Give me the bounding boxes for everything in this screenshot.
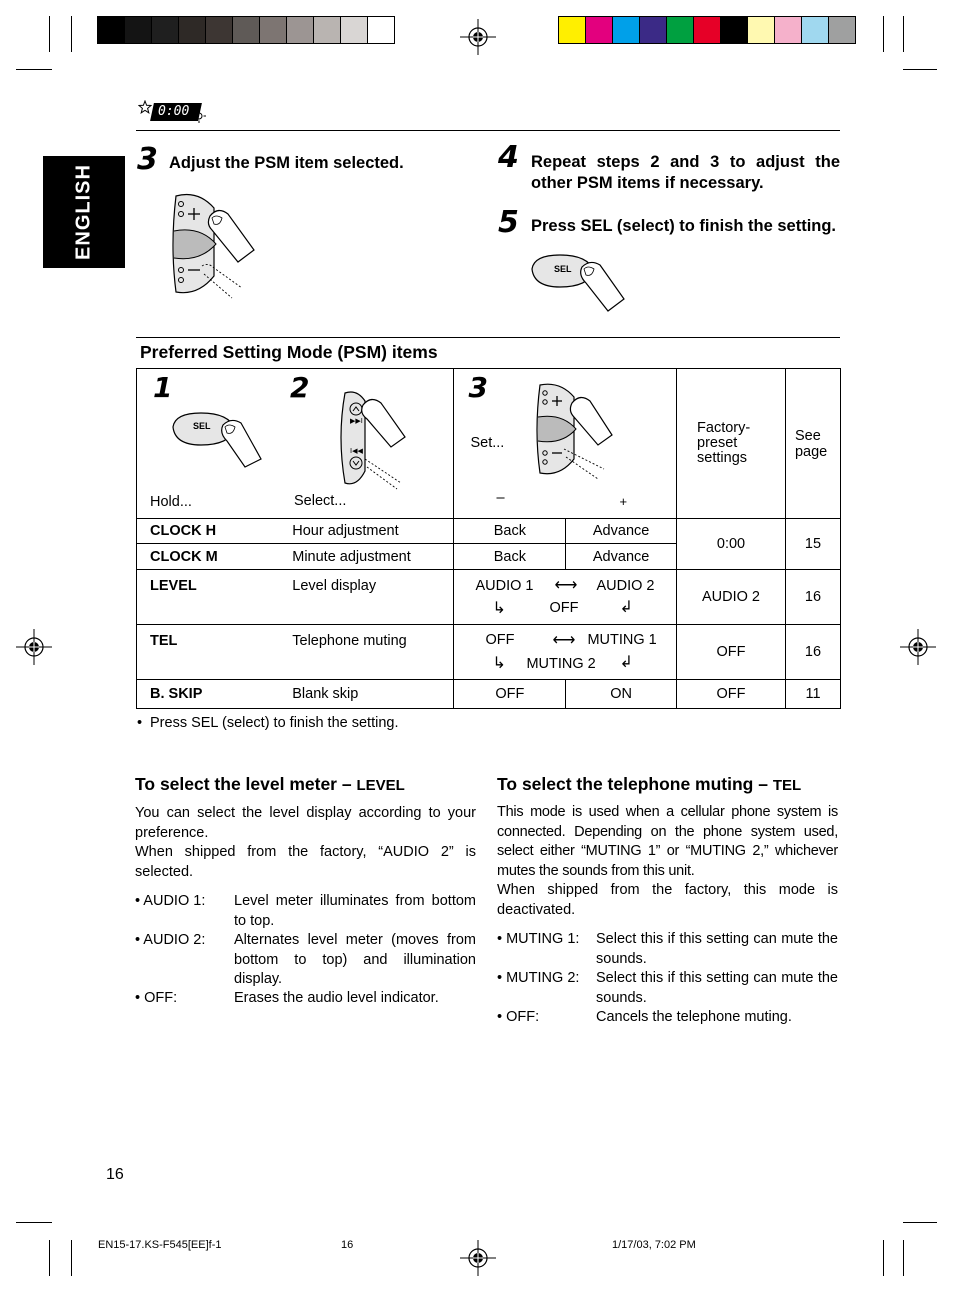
tel-page: 16 xyxy=(785,625,840,680)
language-tab: ENGLISH xyxy=(43,156,125,268)
registration-mark-right xyxy=(900,629,936,665)
color-swatch xyxy=(125,17,152,43)
table-row xyxy=(137,570,841,625)
registration-mark-top xyxy=(460,19,496,55)
table-row xyxy=(137,680,841,709)
level-option-2: AUDIO 2 xyxy=(596,578,655,594)
clock-factory: 0:00 xyxy=(677,519,786,570)
set-plus-minus-illustration xyxy=(534,377,614,481)
tel-item-key: • MUTING 1: xyxy=(497,931,580,947)
tel-option-3: MUTING 2 xyxy=(526,656,596,672)
item-level-desc: Level display xyxy=(292,578,377,594)
item-bskip: B. SKIP xyxy=(150,686,203,702)
return-arrow-right-icon: ↲ xyxy=(619,599,633,616)
item-clock-h-desc: Hour adjustment xyxy=(292,523,399,539)
color-swatch xyxy=(802,17,829,43)
tel-item-text: Select this if this setting can mute the sounds. xyxy=(596,931,838,967)
color-swatch xyxy=(152,17,179,43)
color-swatch xyxy=(179,17,206,43)
footer-date: 1/17/03, 7:02 PM xyxy=(612,1239,696,1251)
tel-option-1: OFF xyxy=(485,632,515,648)
level-item-text: Level meter illuminates from bottom to top. xyxy=(234,893,476,929)
level-item-key: • AUDIO 2: xyxy=(135,932,206,948)
level-item-text: Alternates level meter (moves from bottom to top) and illumination display. xyxy=(234,932,476,987)
item-tel: TEL xyxy=(150,633,178,649)
footer-file-name: EN15-17.KS-F545[EE]f-1 xyxy=(98,1239,222,1251)
color-swatch xyxy=(233,17,260,43)
header-rule xyxy=(136,130,840,131)
item-clock-m-desc: Minute adjustment xyxy=(292,548,411,565)
psm-header-row xyxy=(137,369,841,519)
svg-text:▶▶I: ▶▶I xyxy=(350,417,363,425)
level-item-key: • OFF: xyxy=(135,990,178,1006)
color-swatch xyxy=(287,17,314,43)
tel-section-title: To select the telephone muting – TEL xyxy=(497,774,802,794)
level-factory: AUDIO 2 xyxy=(677,570,786,625)
bskip-plus: ON xyxy=(566,680,677,709)
sel-label: SEL xyxy=(554,264,572,274)
minus-label: – xyxy=(496,490,505,506)
registration-mark-bottom xyxy=(460,1240,496,1276)
color-swatch xyxy=(667,17,694,43)
tel-item-key: • MUTING 2: xyxy=(497,970,580,986)
step-5-text: Press SEL (select) to finish the setting. xyxy=(531,217,837,235)
plus-minus-button-press-illustration xyxy=(168,186,258,302)
psm-note: Press SEL (select) to finish the setting. xyxy=(150,715,399,731)
see-page-header: See page xyxy=(794,427,828,460)
table-row xyxy=(137,519,841,544)
color-swatch xyxy=(829,17,855,43)
level-option-1: AUDIO 1 xyxy=(475,578,534,594)
color-swatch xyxy=(694,17,721,43)
sel-button-press-illustration xyxy=(530,247,626,313)
bskip-factory: OFF xyxy=(677,680,786,709)
tel-factory: OFF xyxy=(677,625,786,680)
cycle-arrow-icon: ⟷ xyxy=(554,577,578,594)
color-swatch xyxy=(206,17,233,43)
color-swatch xyxy=(260,17,287,43)
cycle-arrow-icon: ⟷ xyxy=(552,632,576,649)
level-item-key: • AUDIO 1: xyxy=(135,893,206,909)
step-5-number: 5 xyxy=(498,205,519,240)
clock-h-plus: Advance xyxy=(566,519,677,544)
clock-mode-icon xyxy=(138,100,208,124)
item-bskip-desc: Blank skip xyxy=(292,686,359,702)
factory-preset-header: Factory-preset settings xyxy=(697,420,751,466)
set-label: Set... xyxy=(470,435,505,451)
page-number: 16 xyxy=(106,1166,124,1183)
psm-note-bullet: • xyxy=(137,715,143,731)
registration-mark-left xyxy=(16,629,52,665)
color-swatch xyxy=(98,17,125,43)
tel-para-2: When shipped from the factory, this mode is deactivated. xyxy=(497,882,838,918)
clock-m-plus: Advance xyxy=(566,544,677,570)
psm-title: Preferred Setting Mode (PSM) items xyxy=(140,342,438,362)
clock-page: 15 xyxy=(785,519,840,570)
item-clock-h: CLOCK H xyxy=(150,523,217,539)
step-1-number: 1 xyxy=(153,371,173,404)
level-section-title: To select the level meter – LEVEL xyxy=(135,774,405,794)
clock-h-minus: Back xyxy=(454,519,566,544)
select-label: Select... xyxy=(294,493,347,509)
item-tel-desc: Telephone muting xyxy=(292,633,407,649)
bskip-page: 11 xyxy=(785,680,840,709)
color-swatch xyxy=(640,17,667,43)
return-arrow-left-icon: ↳ xyxy=(492,655,506,672)
color-swatch xyxy=(559,17,586,43)
level-item-text: Erases the audio level indicator. xyxy=(234,990,439,1006)
step-3-text: Adjust the PSM item selected. xyxy=(169,154,404,172)
clock-m-minus: Back xyxy=(454,544,566,570)
psm-table xyxy=(136,368,841,709)
color-swatch xyxy=(775,17,802,43)
item-level: LEVEL xyxy=(150,578,197,594)
level-page: 16 xyxy=(785,570,840,625)
sun-icon xyxy=(192,109,206,123)
return-arrow-right-icon: ↲ xyxy=(619,654,633,671)
grayscale-color-bar xyxy=(97,16,395,44)
item-clock-m: CLOCK M xyxy=(150,548,218,565)
table-row xyxy=(137,625,841,680)
return-arrow-left-icon: ↳ xyxy=(492,600,506,617)
level-para-2: When shipped from the factory, “AUDIO 2” is selected. xyxy=(135,844,476,880)
color-swatch xyxy=(314,17,341,43)
hold-sel-illustration xyxy=(171,405,263,469)
step-3-small-number: 3 xyxy=(468,371,488,404)
clock-display: 0:00 xyxy=(158,104,190,119)
tel-item-key: • OFF: xyxy=(497,1009,540,1025)
hold-label: Hold... xyxy=(150,494,192,510)
tel-para-1: This mode is used when a cellular phone system is connected. Depending on the phone system used, select either “MUTING 1” or “MUTING 2,” whichever mutes the sounds from this unit. xyxy=(497,804,838,879)
step-4-text: Repeat steps 2 and 3 to adjust the other PSM items if necessary. xyxy=(531,153,840,192)
svg-text:I◀◀: I◀◀ xyxy=(350,447,363,455)
tel-item-text: Cancels the telephone muting. xyxy=(596,1009,792,1025)
table-sel-label: SEL xyxy=(193,421,211,431)
select-up-down-illustration xyxy=(335,387,407,491)
step-4-number: 4 xyxy=(498,140,519,175)
star-icon xyxy=(138,100,152,114)
psm-rule xyxy=(136,337,840,338)
color-swatch xyxy=(341,17,368,43)
tel-item-text: Select this if this setting can mute the sounds. xyxy=(596,970,838,1006)
color-swatch xyxy=(748,17,775,43)
plus-label: + xyxy=(619,494,628,509)
bskip-minus: OFF xyxy=(454,680,566,709)
process-color-bar xyxy=(558,16,856,44)
level-para-1: You can select the level display according to your preference. xyxy=(135,805,476,841)
color-swatch xyxy=(613,17,640,43)
footer-page: 16 xyxy=(341,1239,354,1251)
tel-option-2: MUTING 1 xyxy=(587,632,657,648)
color-swatch xyxy=(368,17,394,43)
level-option-3: OFF xyxy=(549,600,579,616)
color-swatch xyxy=(721,17,748,43)
step-3-number: 3 xyxy=(137,142,158,177)
color-swatch xyxy=(586,17,613,43)
step-2-number: 2 xyxy=(290,371,310,404)
